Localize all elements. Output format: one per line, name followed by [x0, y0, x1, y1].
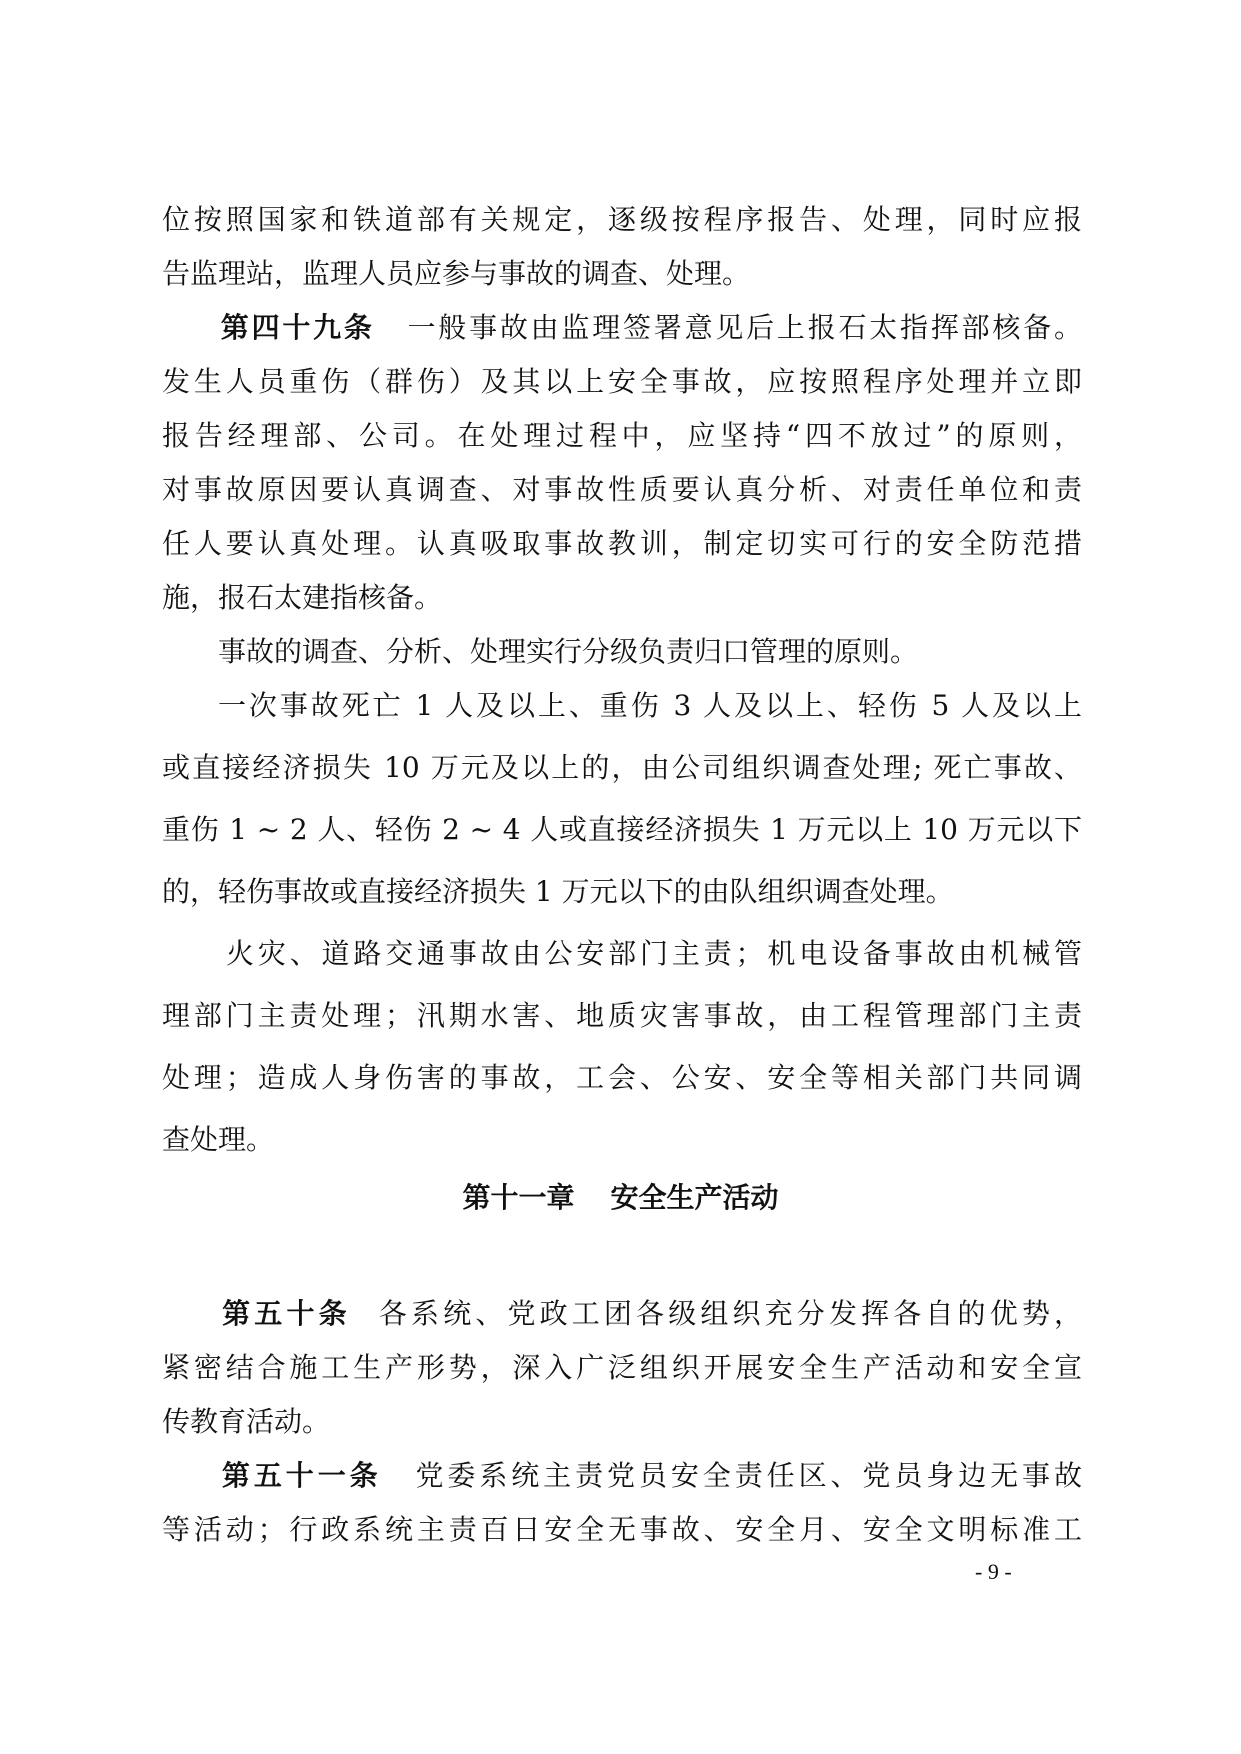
article-49-label: 第四十九条 — [218, 311, 375, 344]
text-line: 施，报石太建指核备。 — [162, 581, 443, 614]
text-line: 告监理站，监理人员应参与事故的调查、处理。 — [162, 257, 751, 290]
text-line: 发生人员重伤（群伤）及其以上安全事故，应按照程序处理并立即 — [162, 365, 1082, 398]
article-51-text: 党委系统主责党员安全责任区、党员身边无事故 — [411, 1459, 1082, 1492]
article-49-text: 一般事故由监理签署意见后上报石太指挥部核备。 — [404, 311, 1082, 344]
text-line: 位按照国家和铁道部有关规定，逐级按程序报告、处理，同时应报 — [162, 203, 1082, 236]
text-line: 传教育活动。 — [162, 1405, 331, 1438]
article-50-label: 第五十条 — [218, 1297, 351, 1330]
text-line: 查处理。 — [162, 1123, 275, 1156]
text-line: 理部门主责处理；汛期水害、地质灾害事故，由工程管理部门主责 — [162, 999, 1082, 1032]
chapter-number: 第十一章 — [462, 1181, 575, 1214]
page-number: - 9 - — [975, 1559, 1012, 1584]
chapter-heading — [0, 1180, 1241, 1216]
article-49-first-line — [162, 310, 1082, 346]
text-line: 的，轻伤事故或直接经济损失 1 万元以下的由队组织调查处理。 — [162, 875, 954, 908]
text-line: 或直接经济损失 10 万元及以上的，由公司组织调查处理; 死亡事故、 — [162, 751, 1082, 784]
article-51-first-line — [162, 1458, 1082, 1494]
text-line: 一次事故死亡 1 人及以上、重伤 3 人及以上、轻伤 5 人及以上 — [218, 689, 1082, 722]
chapter-title: 安全生产活动 — [610, 1181, 779, 1214]
article-51-label: 第五十一条 — [218, 1459, 382, 1492]
article-50-first-line — [162, 1296, 1082, 1332]
text-line: 报告经理部、公司。在处理过程中，应坚持“四不放过”的原则， — [162, 419, 1082, 452]
text-line: 重伤 1 ~ 2 人、轻伤 2 ~ 4 人或直接经济损失 1 万元以上 10 万元以下 — [162, 813, 1082, 846]
text-line: 火灾、道路交通事故由公安部门主责；机电设备事故由机械管 — [226, 937, 1082, 970]
text-line: 事故的调查、分析、处理实行分级负责归口管理的原则。 — [218, 635, 919, 668]
article-50-text: 各系统、党政工团各级组织充分发挥各自的优势， — [374, 1297, 1082, 1330]
text-line: 处理；造成人身伤害的事故，工会、公安、安全等相关部门共同调 — [162, 1061, 1082, 1094]
text-line: 紧密结合施工生产形势，深入广泛组织开展安全生产活动和安全宣 — [162, 1351, 1082, 1384]
text-line: 对事故原因要认真调查、对事故性质要认真分析、对责任单位和责 — [162, 473, 1082, 506]
text-line: 等活动；行政系统主责百日安全无事故、安全月、安全文明标准工 — [162, 1513, 1082, 1546]
text-line: 任人要认真处理。认真吸取事故教训，制定切实可行的安全防范措 — [162, 527, 1082, 560]
